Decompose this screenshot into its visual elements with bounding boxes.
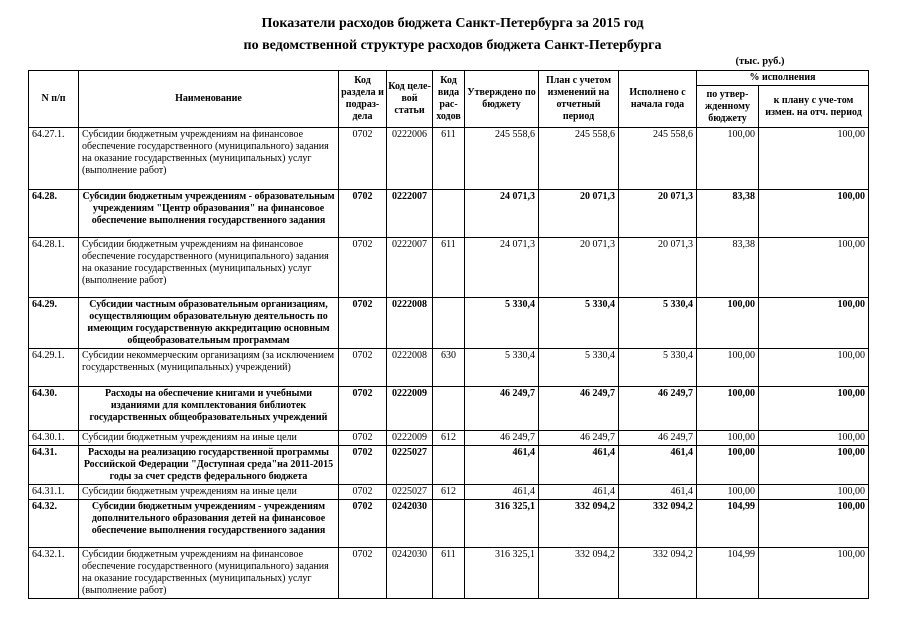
row-section-code: 0702: [339, 298, 387, 349]
report-title: Показатели расходов бюджета Санкт-Петербурга за 2015 год: [261, 16, 644, 31]
row-plan: 332 094,2: [539, 548, 619, 599]
row-approved: 461,4: [465, 485, 539, 500]
row-section-code: 0702: [339, 349, 387, 387]
row-number: 64.27.1.: [29, 128, 79, 190]
row-pct-approved: 104,99: [697, 548, 759, 599]
row-target-code: 0222009: [387, 431, 433, 446]
row-number: 64.30.: [29, 387, 79, 431]
row-number: 64.30.1.: [29, 431, 79, 446]
row-approved: 461,4: [465, 446, 539, 485]
row-kind-code: 612: [433, 431, 465, 446]
row-pct-plan: 100,00: [759, 446, 869, 485]
header-pct-plan: к плану с уче-том измен. на отч. период: [759, 86, 869, 128]
row-name: Субсидии бюджетным учреждениям - учреждениям дополнительного образования детей на финансовое обеспечение выполнения государственного задания: [79, 500, 339, 548]
table-row: [29, 431, 869, 446]
row-section-code: 0702: [339, 238, 387, 298]
table-row: [29, 298, 869, 349]
row-name: Субсидии бюджетным учреждениям на финансовое обеспечение государственного (муниципального) задания на оказание государственных (муниципальных) услуг (выполнение работ): [79, 548, 339, 599]
table-row: [29, 446, 869, 485]
row-kind-code: [433, 387, 465, 431]
table-row: [29, 485, 869, 500]
row-pct-approved: 83,38: [697, 190, 759, 238]
row-target-code: 0222008: [387, 298, 433, 349]
row-executed: 461,4: [619, 485, 697, 500]
row-executed: 46 249,7: [619, 387, 697, 431]
row-executed: 245 558,6: [619, 128, 697, 190]
row-target-code: 0225027: [387, 485, 433, 500]
row-kind-code: [433, 500, 465, 548]
row-number: 64.29.: [29, 298, 79, 349]
row-executed: 5 330,4: [619, 349, 697, 387]
table-row: [29, 128, 869, 190]
row-target-code: 0225027: [387, 446, 433, 485]
row-approved: 316 325,1: [465, 500, 539, 548]
row-pct-plan: 100,00: [759, 128, 869, 190]
row-name: Субсидии бюджетным учреждениям - образовательным учреждениям "Центр образования" на финансовое обеспечение выполнения государственного задания: [79, 190, 339, 238]
row-kind-code: 630: [433, 349, 465, 387]
row-name: Субсидии бюджетным учреждениям на финансовое обеспечение государственного (муниципального) задания на оказание государственных (муниципальных) услуг (выполнение работ): [79, 128, 339, 190]
row-section-code: 0702: [339, 485, 387, 500]
table-row: [29, 238, 869, 298]
row-pct-approved: 104,99: [697, 500, 759, 548]
header-plan: План с учетом изменений на отчетный период: [539, 71, 619, 128]
row-number: 64.31.1.: [29, 485, 79, 500]
row-plan: 461,4: [539, 446, 619, 485]
row-pct-plan: 100,00: [759, 387, 869, 431]
header-section: Код раздела и подраз-дела: [339, 71, 387, 128]
row-approved: 24 071,3: [465, 190, 539, 238]
row-approved: 46 249,7: [465, 431, 539, 446]
table-row: [29, 387, 869, 431]
row-target-code: 0242030: [387, 500, 433, 548]
row-approved: 5 330,4: [465, 298, 539, 349]
row-approved: 24 071,3: [465, 238, 539, 298]
row-executed: 20 071,3: [619, 238, 697, 298]
row-target-code: 0222007: [387, 238, 433, 298]
row-number: 64.28.: [29, 190, 79, 238]
row-target-code: 0222009: [387, 387, 433, 431]
header-target: Код целе-вой статьи: [387, 71, 433, 128]
row-plan: 5 330,4: [539, 298, 619, 349]
row-kind-code: 611: [433, 238, 465, 298]
table-row: [29, 500, 869, 548]
header-executed: Исполнено с начала года: [619, 71, 697, 128]
header-pct-approved: по утвер-жденному бюджету: [697, 86, 759, 128]
row-kind-code: [433, 298, 465, 349]
row-kind-code: [433, 190, 465, 238]
row-pct-plan: 100,00: [759, 485, 869, 500]
units-label: (тыс. руб.): [735, 56, 785, 67]
row-section-code: 0702: [339, 128, 387, 190]
row-pct-plan: 100,00: [759, 298, 869, 349]
row-number: 64.32.: [29, 500, 79, 548]
row-plan: 46 249,7: [539, 387, 619, 431]
row-target-code: 0222008: [387, 349, 433, 387]
row-name: Расходы на реализацию государственной программы Российской Федерации "Доступная среда"на 2011-2015 годы за счет средств федерального бюджета: [79, 446, 339, 485]
row-name: Субсидии бюджетным учреждениям на иные цели: [79, 431, 339, 446]
header-approved: Утверждено по бюджету: [465, 71, 539, 128]
row-executed: 20 071,3: [619, 190, 697, 238]
row-number: 64.28.1.: [29, 238, 79, 298]
row-executed: 332 094,2: [619, 548, 697, 599]
report-subtitle: по ведомственной структуре расходов бюджета Санкт-Петербурга: [243, 38, 662, 53]
row-executed: 332 094,2: [619, 500, 697, 548]
row-kind-code: 612: [433, 485, 465, 500]
row-approved: 5 330,4: [465, 349, 539, 387]
row-name: Субсидии частным образовательным организациям, осуществляющим образовательную деятельность по имеющим государственную аккредитацию основным общеобразовательным программам: [79, 298, 339, 349]
row-name: Субсидии бюджетным учреждениям на финансовое обеспечение государственного (муниципального) задания на оказание государственных (муниципальных) услуг (выполнение работ): [79, 238, 339, 298]
row-pct-approved: 83,38: [697, 238, 759, 298]
row-name: Субсидии бюджетным учреждениям на иные цели: [79, 485, 339, 500]
row-plan: 332 094,2: [539, 500, 619, 548]
row-approved: 245 558,6: [465, 128, 539, 190]
row-section-code: 0702: [339, 446, 387, 485]
row-approved: 316 325,1: [465, 548, 539, 599]
row-approved: 46 249,7: [465, 387, 539, 431]
row-section-code: 0702: [339, 431, 387, 446]
row-plan: 20 071,3: [539, 190, 619, 238]
row-pct-approved: 100,00: [697, 349, 759, 387]
row-executed: 461,4: [619, 446, 697, 485]
row-section-code: 0702: [339, 500, 387, 548]
row-plan: 5 330,4: [539, 349, 619, 387]
row-pct-approved: 100,00: [697, 128, 759, 190]
row-pct-plan: 100,00: [759, 238, 869, 298]
row-pct-plan: 100,00: [759, 548, 869, 599]
row-number: 64.32.1.: [29, 548, 79, 599]
row-plan: 461,4: [539, 485, 619, 500]
row-target-code: 0222006: [387, 128, 433, 190]
row-pct-approved: 100,00: [697, 298, 759, 349]
header-pct-group: % исполнения: [697, 71, 869, 86]
row-kind-code: 611: [433, 128, 465, 190]
row-number: 64.31.: [29, 446, 79, 485]
row-number: 64.29.1.: [29, 349, 79, 387]
row-section-code: 0702: [339, 548, 387, 599]
row-pct-plan: 100,00: [759, 431, 869, 446]
row-target-code: 0242030: [387, 548, 433, 599]
row-pct-plan: 100,00: [759, 190, 869, 238]
budget-table: [28, 70, 869, 599]
row-pct-approved: 100,00: [697, 485, 759, 500]
row-pct-plan: 100,00: [759, 500, 869, 548]
row-target-code: 0222007: [387, 190, 433, 238]
table-row: [29, 190, 869, 238]
row-executed: 46 249,7: [619, 431, 697, 446]
row-name: Расходы на обеспечение книгами и учебными изданиями для комплектования библиотек государственных общеобразовательных учреждений: [79, 387, 339, 431]
header-kind: Код вида рас-ходов: [433, 71, 465, 128]
row-pct-approved: 100,00: [697, 387, 759, 431]
row-name: Субсидии некоммерческим организациям (за исключением государственных (муниципальных) учреждений): [79, 349, 339, 387]
row-section-code: 0702: [339, 190, 387, 238]
row-executed: 5 330,4: [619, 298, 697, 349]
table-body: [29, 128, 869, 599]
row-pct-approved: 100,00: [697, 431, 759, 446]
header-num: N п/п: [29, 71, 79, 128]
row-section-code: 0702: [339, 387, 387, 431]
row-plan: 20 071,3: [539, 238, 619, 298]
table-row: [29, 349, 869, 387]
row-plan: 46 249,7: [539, 431, 619, 446]
table-row: [29, 548, 869, 599]
row-kind-code: [433, 446, 465, 485]
header-name: Наименование: [79, 71, 339, 128]
row-kind-code: 611: [433, 548, 465, 599]
row-plan: 245 558,6: [539, 128, 619, 190]
row-pct-plan: 100,00: [759, 349, 869, 387]
row-pct-approved: 100,00: [697, 446, 759, 485]
